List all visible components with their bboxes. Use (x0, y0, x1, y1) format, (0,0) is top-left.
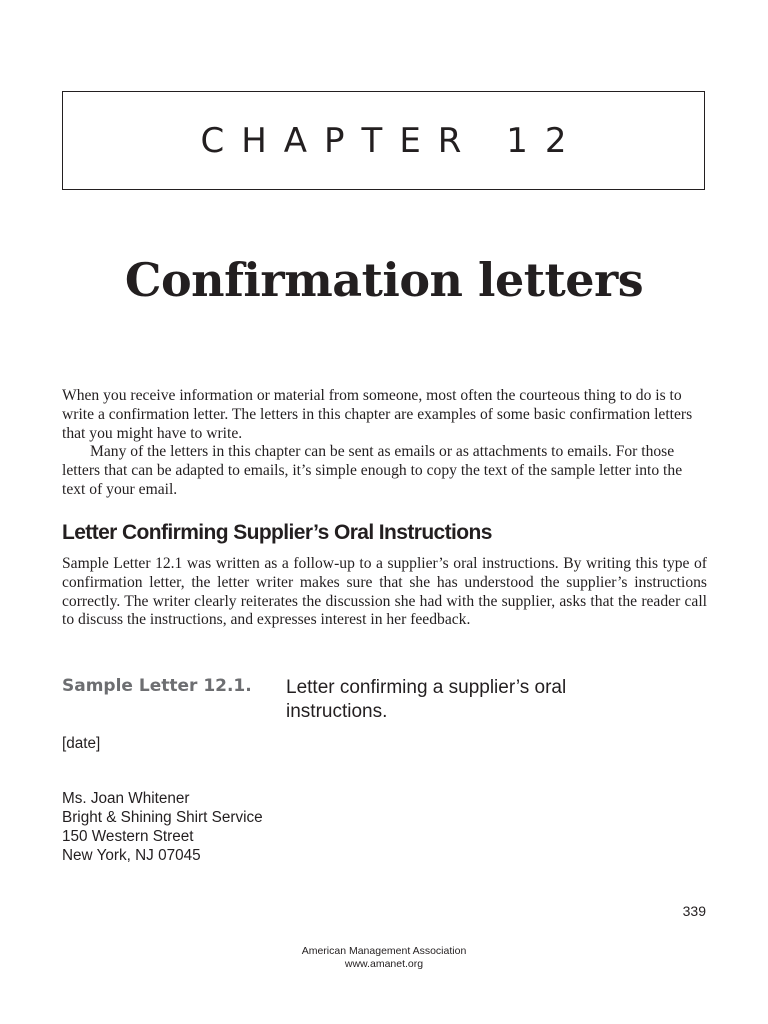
address-line-street: 150 Western Street (62, 828, 194, 845)
footer-publisher: American Management Association (301, 945, 467, 957)
intro-text (62, 387, 707, 500)
letter-date: [date] (62, 735, 101, 752)
intro-paragraph-2: Many of the letters in this chapter can be sent as emails or as attachments to emails. For those letters that can be adapted to emails, it’s simple enough to copy the text of the sample letter into the text of your email. (62, 443, 683, 498)
sample-letter-description: Letter confirming a supplier’s oral instructions. (286, 677, 567, 722)
address-line-name: Ms. Joan Whitener (62, 790, 190, 807)
section-heading: Letter Confirming Supplier’s Oral Instructions (62, 521, 492, 544)
recipient-address (62, 789, 263, 865)
chapter-title: Confirmation letters (124, 252, 644, 307)
section-body: Sample Letter 12.1 was written as a follow-up to a supplier’s oral instructions. By writing this type of confirmation letter, the letter writer makes sure that she has understood the supplier’s instructions correctly. The writer clearly reiterates the discussion she had with the supplier, asks that the reader call to discuss the instructions, and expresses interest in her feedback. (62, 555, 707, 629)
footer-website: www.amanet.org (344, 958, 424, 970)
page-number: 339 (682, 903, 706, 919)
chapter-label: CHAPTER 12 (200, 120, 584, 161)
intro-paragraph-1: When you receive information or material from someone, most often the courteous thing to do is to write a confirmation letter. The letters in this chapter are examples of some basic confirmation letters that you might have to write. (62, 387, 693, 442)
chapter-header-box (62, 91, 705, 190)
page-footer (0, 945, 768, 971)
address-line-city: New York, NJ 07045 (62, 847, 201, 864)
sample-letter-label: Sample Letter 12.1. (62, 676, 252, 696)
address-line-company: Bright & Shining Shirt Service (62, 809, 263, 826)
